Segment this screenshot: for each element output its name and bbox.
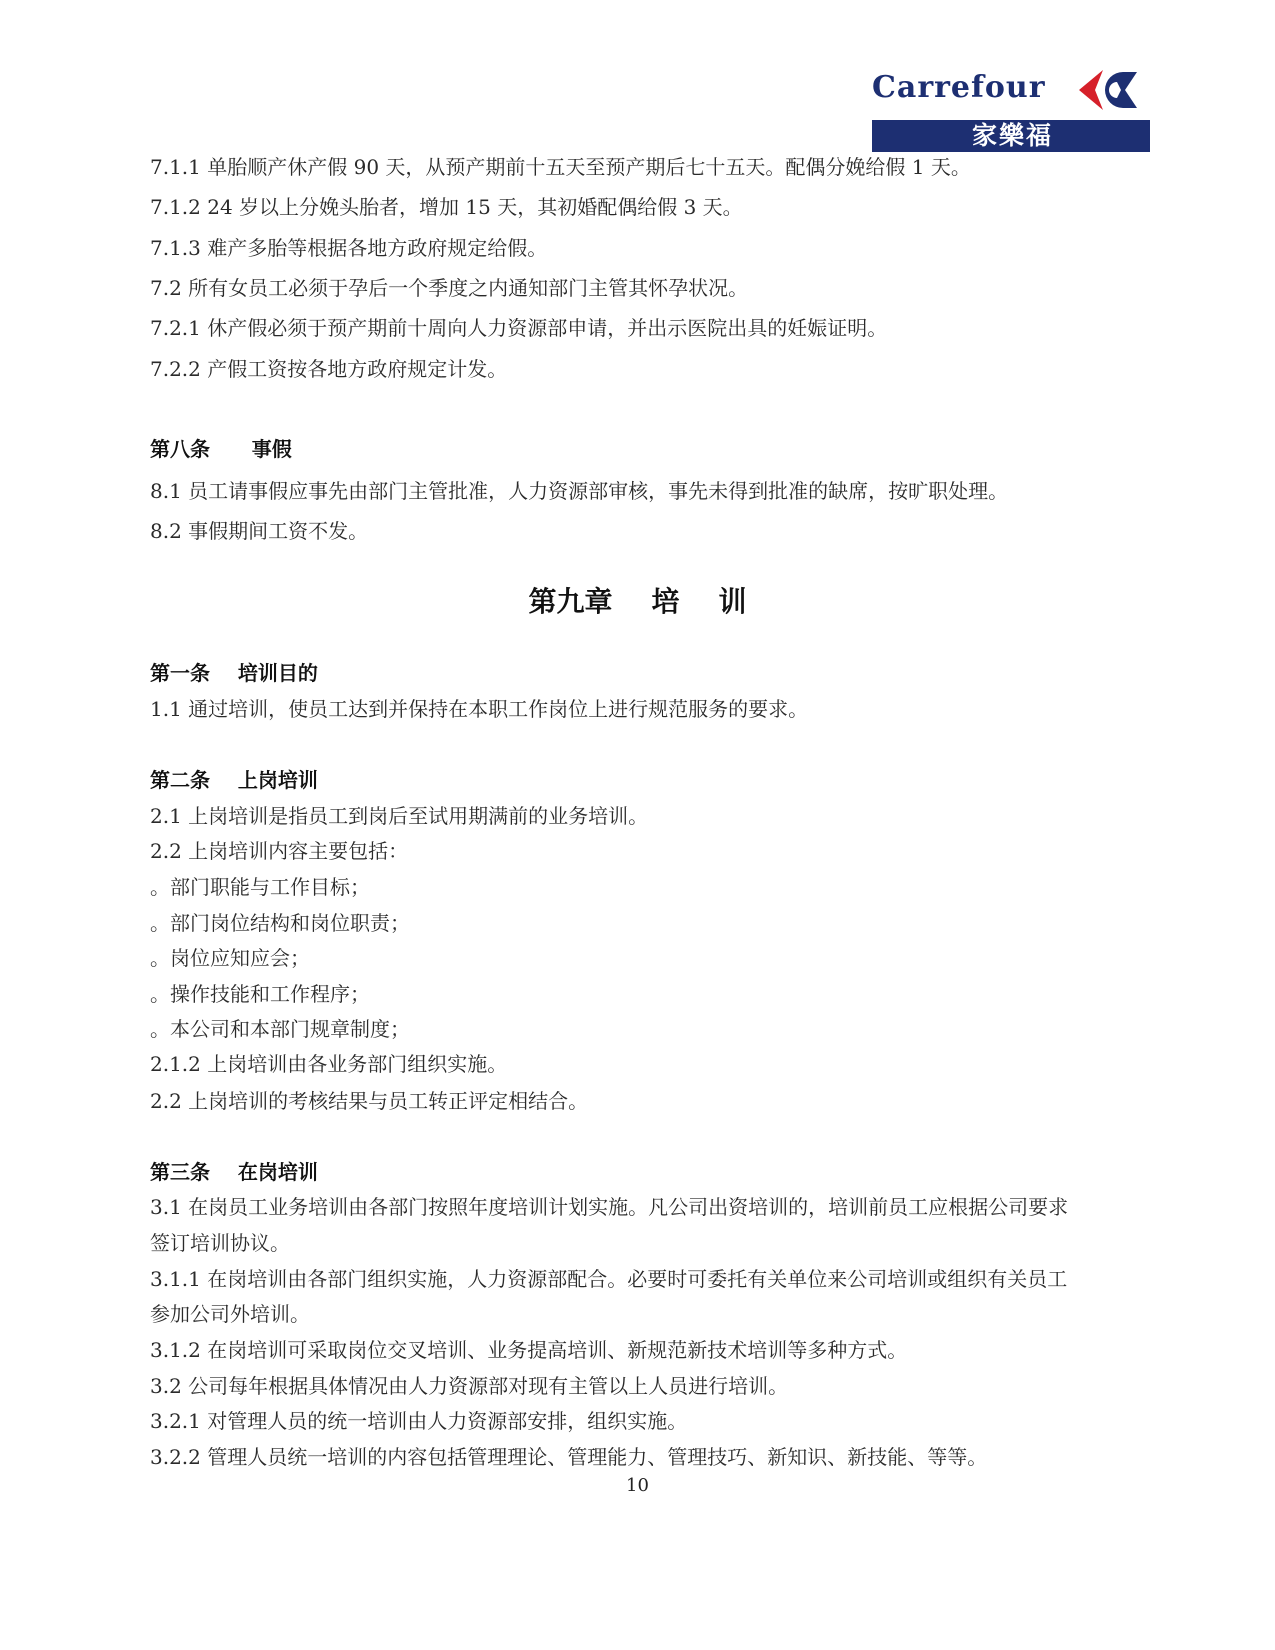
- paragraph-line: 1.1 通过培训，使员工达到并保持在本职工作岗位上进行规范服务的要求。: [150, 697, 809, 721]
- logo-brand-text: Carrefour: [872, 70, 1046, 105]
- paragraph-line: 签订培训协议。: [150, 1231, 290, 1255]
- article-heading: 第一条 培训目的: [150, 661, 318, 685]
- article-heading: 第八条 事假: [150, 437, 292, 461]
- chapter-title: 第九章 培 训: [528, 585, 747, 618]
- paragraph-line: 3.2 公司每年根据具体情况由人力资源部对现有主管以上人员进行培训。: [150, 1374, 789, 1398]
- paragraph-line: 2.1.2 上岗培训由各业务部门组织实施。: [150, 1052, 508, 1076]
- article-heading: 第三条 在岗培训: [150, 1160, 318, 1184]
- paragraph-line: 8.2 事假期间工资不发。: [150, 519, 369, 543]
- paragraph-line: 3.1 在岗员工业务培训由各部门按照年度培训计划实施。凡公司出资培训的，培训前员工应根据公司要求: [150, 1195, 1069, 1219]
- paragraph-line: 3.1.1 在岗培训由各部门组织实施，人力资源部配合。必要时可委托有关单位来公司培训或组织有关员工: [150, 1267, 1068, 1291]
- paragraph-line: 3.2.2 管理人员统一培训的内容包括管理理论、管理能力、管理技巧、新知识、新技能、等等。: [150, 1445, 988, 1469]
- paragraph-line: 7.1.1 单胎顺产休产假 90 天，从预产期前十五天至预产期后七十五天。配偶分娩给假 1 天。: [150, 155, 971, 179]
- list-item: 。本公司和本部门规章制度；: [150, 1017, 410, 1041]
- paragraph-line: 2.2 上岗培训的考核结果与员工转正评定相结合。: [150, 1089, 589, 1113]
- paragraph-line: 7.2.1 休产假必须于预产期前十周向人力资源部申请，并出示医院出具的妊娠证明。: [150, 316, 888, 340]
- list-item: 。操作技能和工作程序；: [150, 982, 370, 1006]
- paragraph-line: 7.2 所有女员工必须于孕后一个季度之内通知部门主管其怀孕状况。: [150, 276, 749, 300]
- paragraph-line: 2.2 上岗培训内容主要包括：: [150, 839, 409, 863]
- article-heading: 第二条 上岗培训: [150, 768, 318, 792]
- list-item: 。部门岗位结构和岗位职责；: [150, 911, 410, 935]
- list-item: 。岗位应知应会；: [150, 946, 310, 970]
- paragraph-line: 2.1 上岗培训是指员工到岗后至试用期满前的业务培训。: [150, 804, 649, 828]
- paragraph-line: 7.1.3 难产多胎等根据各地方政府规定给假。: [150, 236, 548, 260]
- list-item: 。部门职能与工作目标；: [150, 875, 370, 899]
- page-number: 10: [626, 1475, 649, 1496]
- paragraph-line: 3.1.2 在岗培训可采取岗位交叉培训、业务提高培训、新规范新技术培训等多种方式。: [150, 1338, 908, 1362]
- paragraph-line: 8.1 员工请事假应事先由部门主管批准，人力资源部审核，事先未得到批准的缺席，按旷职处理。: [150, 479, 1009, 503]
- logo-chinese-text: 家樂福: [972, 121, 1054, 150]
- paragraph-line: 3.2.1 对管理人员的统一培训由人力资源部安排，组织实施。: [150, 1409, 688, 1433]
- paragraph-line: 参加公司外培训。: [150, 1302, 310, 1326]
- paragraph-line: 7.1.2 24 岁以上分娩头胎者，增加 15 天，其初婚配偶给假 3 天。: [150, 195, 743, 219]
- paragraph-line: 7.2.2 产假工资按各地方政府规定计发。: [150, 357, 508, 381]
